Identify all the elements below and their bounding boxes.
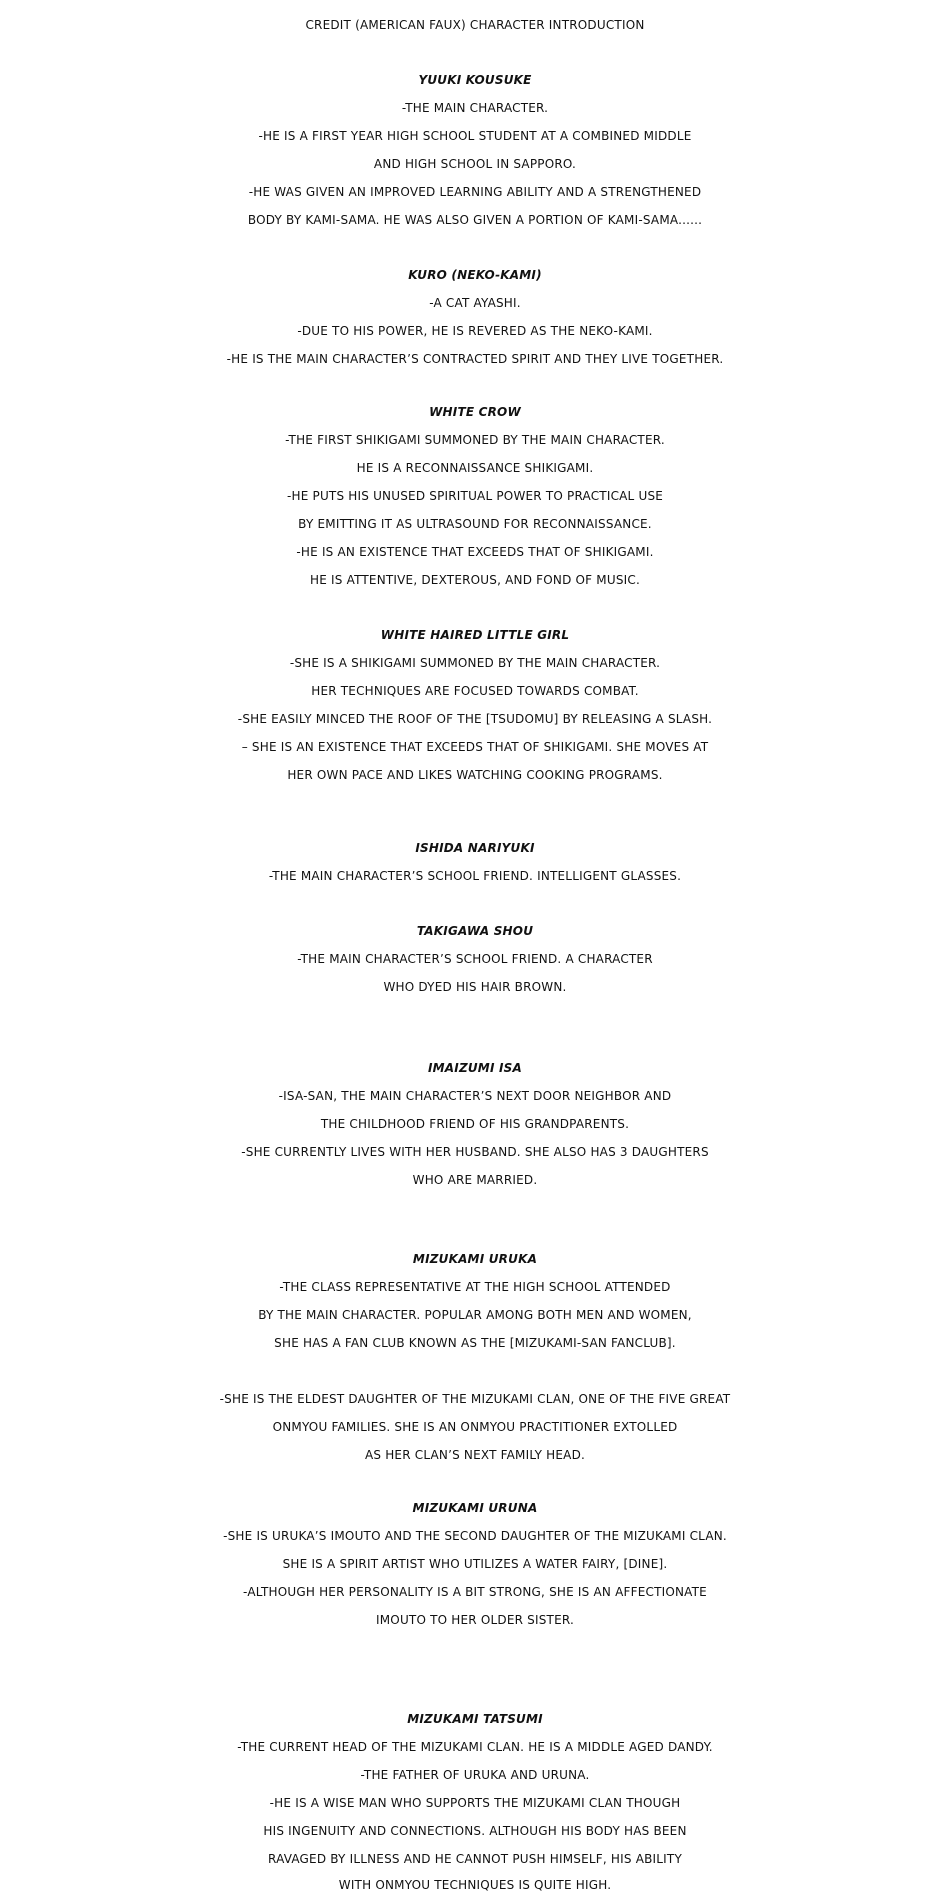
character-description-line: RAVAGED BY ILLNESS AND HE CANNOT PUSH HIMSELF, HIS ABILITY	[268, 1852, 682, 1866]
character-description-line: HIS INGENUITY AND CONNECTIONS. ALTHOUGH HIS BODY HAS BEEN	[263, 1824, 687, 1838]
character-name: YUUKI KOUSUKE	[418, 73, 532, 87]
character-description-line: -SHE IS THE ELDEST DAUGHTER OF THE MIZUKAMI CLAN, ONE OF THE FIVE GREAT	[219, 1392, 731, 1406]
character-description-line: WITH ONMYOU TECHNIQUES IS QUITE HIGH.	[338, 1878, 612, 1892]
character-description-line: -SHE EASILY MINCED THE ROOF OF THE [TSUDOMU] BY RELEASING A SLASH.	[237, 712, 713, 726]
page-heading: CREDIT (AMERICAN FAUX) CHARACTER INTRODUCTION	[305, 18, 645, 32]
character-description-line: -HE IS A FIRST YEAR HIGH SCHOOL STUDENT AT A COMBINED MIDDLE	[258, 129, 692, 143]
character-description-line: -HE IS THE MAIN CHARACTER’S CONTRACTED SPIRIT AND THEY LIVE TOGETHER.	[226, 352, 724, 366]
character-description-line: -DUE TO HIS POWER, HE IS REVERED AS THE NEKO-KAMI.	[297, 324, 653, 338]
character-description-line: – SHE IS AN EXISTENCE THAT EXCEEDS THAT OF SHIKIGAMI. SHE MOVES AT	[241, 740, 709, 754]
character-description-line: AS HER CLAN’S NEXT FAMILY HEAD.	[364, 1448, 586, 1462]
character-description-line: BODY BY KAMI-SAMA. HE WAS ALSO GIVEN A PORTION OF KAMI-SAMA......	[247, 213, 703, 227]
character-description-line: WHO ARE MARRIED.	[412, 1173, 538, 1187]
character-name: TAKIGAWA SHOU	[416, 924, 534, 938]
character-description-line: -SHE CURRENTLY LIVES WITH HER HUSBAND. SHE ALSO HAS 3 DAUGHTERS	[241, 1145, 709, 1159]
character-description-line: -ALTHOUGH HER PERSONALITY IS A BIT STRONG, SHE IS AN AFFECTIONATE	[243, 1585, 707, 1599]
character-description-line: AND HIGH SCHOOL IN SAPPORO.	[373, 157, 577, 171]
character-description-line: -ISA-SAN, THE MAIN CHARACTER’S NEXT DOOR NEIGHBOR AND	[278, 1089, 672, 1103]
character-name: MIZUKAMI URUKA	[412, 1252, 538, 1266]
character-description-line: HER TECHNIQUES ARE FOCUSED TOWARDS COMBAT.	[311, 684, 639, 698]
character-description-line: THE CHILDHOOD FRIEND OF HIS GRANDPARENTS.	[320, 1117, 630, 1131]
character-description-line: -THE FIRST SHIKIGAMI SUMMONED BY THE MAIN CHARACTER.	[285, 433, 665, 447]
character-description-line: -THE MAIN CHARACTER’S SCHOOL FRIEND. A CHARACTER	[297, 952, 653, 966]
character-description-line: -SHE IS URUKA’S IMOUTO AND THE SECOND DAUGHTER OF THE MIZUKAMI CLAN.	[223, 1529, 727, 1543]
character-name: KURO (NEKO-KAMI)	[408, 268, 542, 282]
character-description-line: ONMYOU FAMILIES. SHE IS AN ONMYOU PRACTITIONER EXTOLLED	[272, 1420, 678, 1434]
character-name: ISHIDA NARIYUKI	[415, 841, 535, 855]
character-description-line: -THE FATHER OF URUKA AND URUNA.	[360, 1768, 590, 1782]
character-description-line: -HE IS AN EXISTENCE THAT EXCEEDS THAT OF SHIKIGAMI.	[296, 545, 654, 559]
character-description-line: WHO DYED HIS HAIR BROWN.	[383, 980, 567, 994]
character-description-line: -THE CLASS REPRESENTATIVE AT THE HIGH SCHOOL ATTENDED	[279, 1280, 671, 1294]
character-description-line: -HE PUTS HIS UNUSED SPIRITUAL POWER TO PRACTICAL USE	[286, 489, 664, 503]
character-description-line: BY THE MAIN CHARACTER. POPULAR AMONG BOTH MEN AND WOMEN,	[258, 1308, 692, 1322]
character-name: WHITE HAIRED LITTLE GIRL	[380, 628, 570, 642]
character-name: MIZUKAMI URUNA	[412, 1501, 538, 1515]
character-description-line: HER OWN PACE AND LIKES WATCHING COOKING PROGRAMS.	[287, 768, 663, 782]
character-description-line: -HE WAS GIVEN AN IMPROVED LEARNING ABILITY AND A STRENGTHENED	[248, 185, 702, 199]
character-description-line: SHE HAS A FAN CLUB KNOWN AS THE [MIZUKAMI-SAN FANCLUB].	[274, 1336, 676, 1350]
character-name: IMAIZUMI ISA	[428, 1061, 522, 1075]
character-description-line: BY EMITTING IT AS ULTRASOUND FOR RECONNAISSANCE.	[298, 517, 652, 531]
character-name: MIZUKAMI TATSUMI	[407, 1712, 543, 1726]
character-name: WHITE CROW	[429, 405, 521, 419]
character-description-line: -THE MAIN CHARACTER’S SCHOOL FRIEND. INTELLIGENT GLASSES.	[268, 869, 682, 883]
character-description-line: -THE MAIN CHARACTER.	[401, 101, 549, 115]
character-description-line: -SHE IS A SHIKIGAMI SUMMONED BY THE MAIN CHARACTER.	[289, 656, 661, 670]
character-description-line: SHE IS A SPIRIT ARTIST WHO UTILIZES A WATER FAIRY, [DINE].	[282, 1557, 668, 1571]
character-description-line: IMOUTO TO HER OLDER SISTER.	[376, 1613, 574, 1627]
character-description-line: -THE CURRENT HEAD OF THE MIZUKAMI CLAN. HE IS A MIDDLE AGED DANDY.	[237, 1740, 713, 1754]
character-description-line: -HE IS A WISE MAN WHO SUPPORTS THE MIZUKAMI CLAN THOUGH	[269, 1796, 681, 1810]
character-description-line: -A CAT AYASHI.	[429, 296, 521, 310]
character-description-line: HE IS A RECONNAISSANCE SHIKIGAMI.	[356, 461, 594, 475]
character-description-line: HE IS ATTENTIVE, DEXTEROUS, AND FOND OF MUSIC.	[310, 573, 640, 587]
